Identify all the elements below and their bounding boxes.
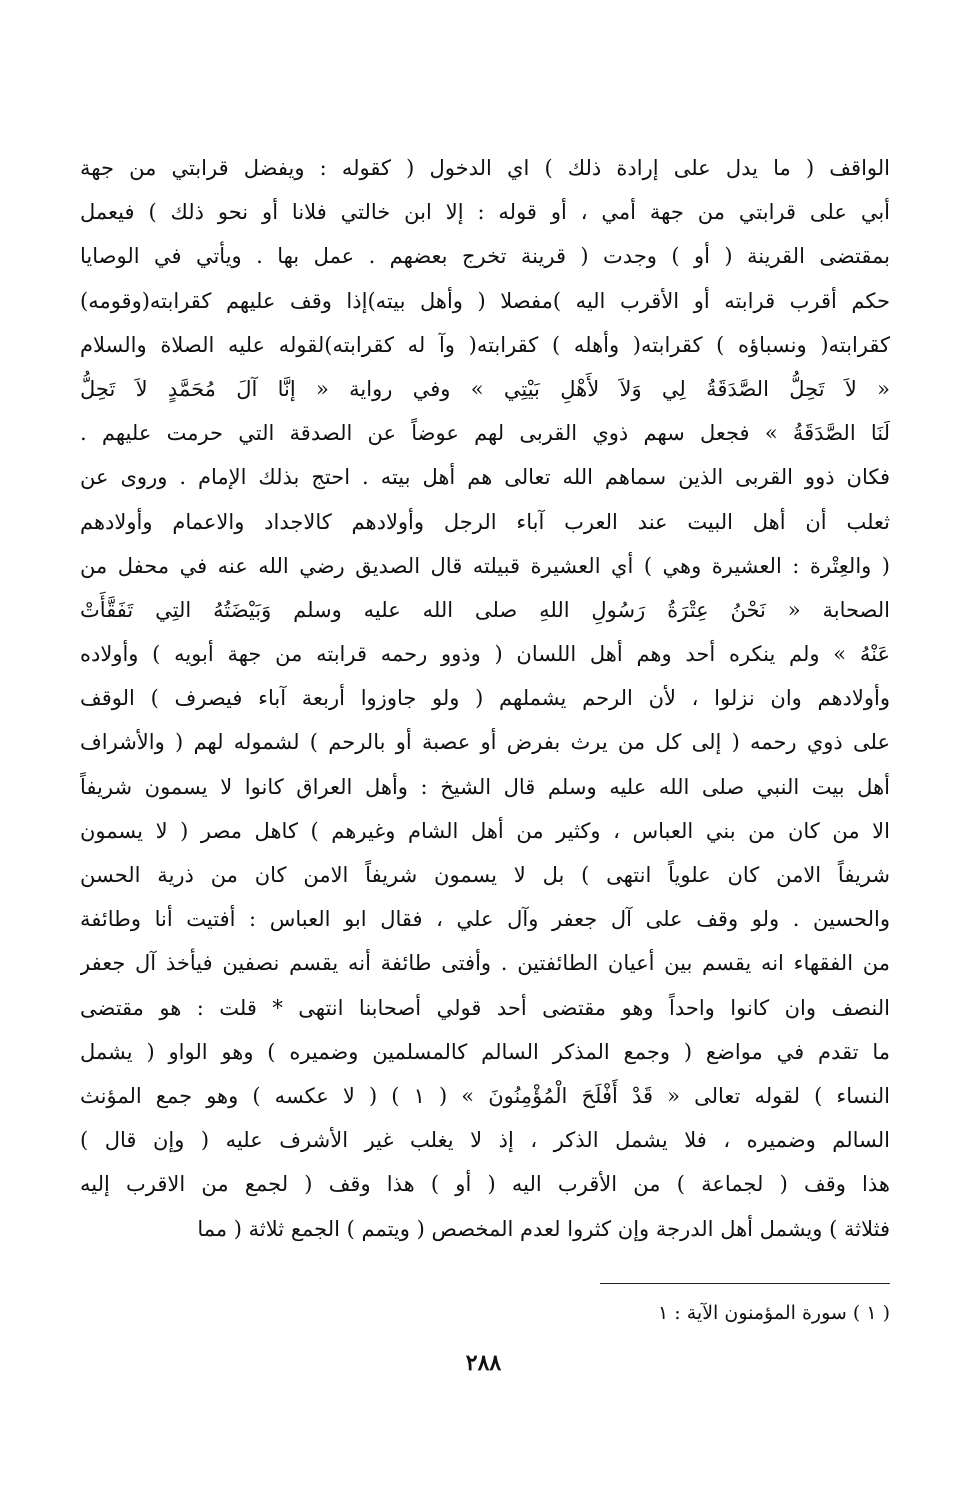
text-line: السالم وضميره ، فلا يشمل الذكر ، إذ لا يغلب غير الأشرف عليه ( وإن قال ): [80, 1128, 890, 1153]
text-line: فثلاثة ) ويشمل أهل الدرجة وإن كثروا لعدم المخصص ( ويتمم ) الجمع ثلاثة ( مما: [197, 1216, 890, 1241]
text-line: فكان ذوو القربى الذين سماهم الله تعالى هم أهل بيته . احتج بذلك الإمام . وروى عن: [80, 465, 890, 490]
text-line: النساء ) لقوله تعالى « قَدْ أَفْلَحَ الْمُؤْمِنُونَ » ( ١ ) ( لا عكسه ) وهو جمع المؤنث: [80, 1083, 890, 1108]
footnote-divider: [600, 1283, 890, 1284]
text-line: كقرابته( ونسباؤه ) كقرابته( وأهله ) كقرابته( وآ له كقرابته)لقوله عليه الصلاة والسلام: [80, 332, 890, 357]
text-line: الواقف ( ما يدل على إرادة ذلك ) اي الدخول ( كقوله : ويفضل قرابتي من جهة: [80, 156, 890, 180]
text-line: هذا وقف ( لجماعة ) من الأقرب اليه ( أو ) هذا وقف ( لجمع من الاقرب إليه: [80, 1172, 890, 1197]
text-line: النصف وان كانوا واحداً وهو مقتضى أحد قولي أصحابنا انتهى * قلت : هو مقتضى: [80, 995, 890, 1020]
text-line: ما تقدم في مواضع ( وجمع المذكر السالم كالمسلمين وضميره ) وهو الواو ( يشمل: [80, 1039, 890, 1064]
text-line: أبي على قرابتي من جهة أمي ، أو قوله : إلا ابن خالتي فلانا أو نحو ذلك ) فيعمل: [80, 200, 890, 225]
text-line: بمقتضى القرينة ( أو ) وجدت ( قرينة تخرج بعضهم . عمل بها . ويأتي في الوصايا: [80, 244, 890, 269]
text-line: ( والعِتْرة : العشيرة وهي ) أي العشيرة قبيلته قال الصديق رضي الله عنه في محفل من: [80, 553, 890, 578]
text-line: شريفاً الامن كان علوياً انتهى ) بل لا يسمون شريفاً الامن كان من ذرية الحسن: [80, 863, 890, 887]
text-line: ثعلب أن أهل البيت عند العرب آباء الرجل وأولادهم كالاجداد والاعمام وأولادهم: [80, 509, 890, 534]
text-line: « لاَ تَحِلُّ الصَّدَقَةُ لِي وَلاَ لأَهْلِ بَيْتِي » وفي رواية « إنَّا آلَ مُحَمَّدٍ لاَ تَحِلُّ: [80, 376, 890, 401]
text-line: الصحابة « نَحْنُ عِتْرَةُ رَسُولِ اللهِ صلى الله عليه وسلم وَبَيْضَتُهُ التِي تَفَقَّأَتْ: [80, 597, 890, 622]
text-line: حكم أقرب قرابته أو الأقرب اليه )مفصلا ( وأهل بيته)إذا وقف عليهم كقرابته(وقومه): [80, 288, 890, 313]
text-line: على ذوي رحمه ( إلى كل من يرث بفرض أو عصبة أو بالرحم ) لشموله لهم ( والأشراف: [80, 730, 890, 755]
page-number: ٢٨٨: [465, 1350, 502, 1376]
text-line: من الفقهاء انه يقسم بين أعيان الطائفتين . وأفتى طائفة أنه يقسم نصفين فيأخذ آل جعفر: [80, 951, 890, 976]
text-line: الا من كان من بني العباس ، وكثير من أهل الشام وغيرهم ) كاهل مصر ( لا يسمون: [80, 818, 890, 843]
text-line: والحسين . ولو وقف على آل جعفر وآل علي ، فقال ابو العباس : أفتيت أنا وطائفة: [80, 907, 890, 932]
body-text: [80, 146, 890, 1251]
footnote: ( ١ ) سورة المؤمنون الآية : ١: [658, 1302, 890, 1324]
text-line: وأولادهم وان نزلوا ، لأن الرحم يشملهم ( ولو جاوزوا أربعة آباء فيصرف ) الوقف: [80, 686, 890, 711]
text-line: عَنْهُ » ولم ينكره أحد وهم أهل اللسان ( وذوو رحمه قرابته من جهة أبويه ) وأولاده: [80, 642, 890, 667]
text-line: أهل بيت النبي صلى الله عليه وسلم قال الشيخ : وأهل العراق كانوا لا يسمون شريفاً: [80, 774, 890, 799]
text-line: لَنَا الصَّدَقَةُ » فجعل سهم ذوي القربى لهم عوضاً عن الصدقة التي حرمت عليهم .: [80, 421, 890, 446]
